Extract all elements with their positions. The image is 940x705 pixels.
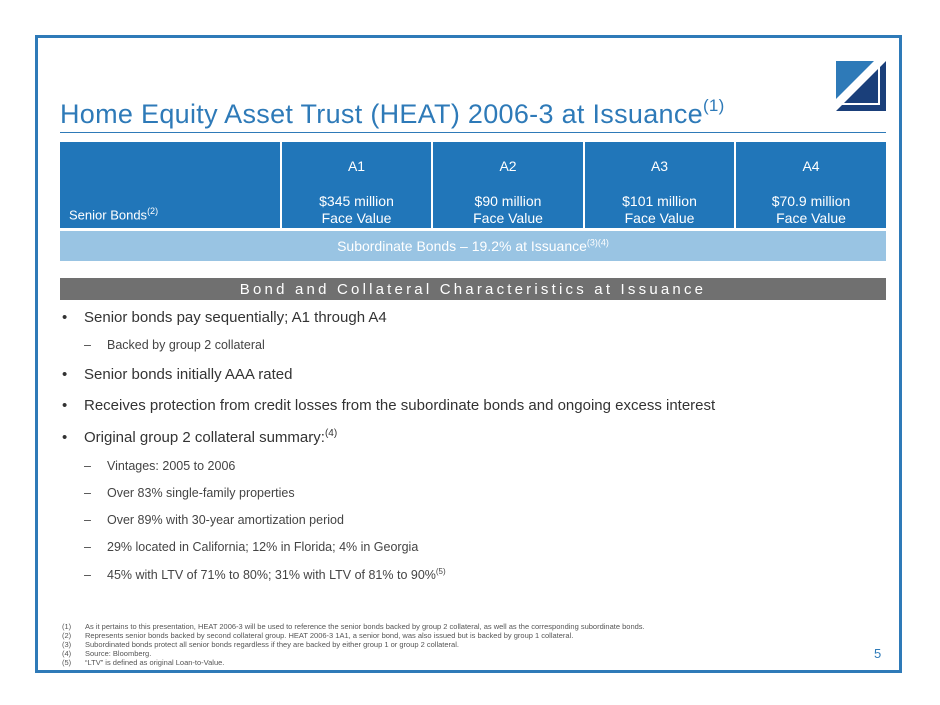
sub-bullet-vintages: – Vintages: 2005 to 2006 bbox=[84, 459, 236, 473]
bond-cell-a1 bbox=[282, 142, 431, 228]
slide-title: Home Equity Asset Trust (HEAT) 2006-3 at Issuance$^{(1)}$ bbox=[60, 96, 725, 129]
bullet-credit-protection: • Receives protection from credit losses from the subordinate bonds and ongoing excess interest bbox=[62, 397, 716, 414]
bond-amount: $345 million bbox=[319, 193, 394, 209]
subordinate-bonds-bar: Subordinate Bonds – 19.2% at Issuance$^{(3)(4)}$ bbox=[60, 231, 886, 261]
bond-amount: $70.9 million bbox=[771, 193, 851, 209]
footnote-5: (5) “LTV” is defined as original Loan-to-Value. bbox=[62, 658, 225, 667]
bond-face-label: Face Value bbox=[321, 210, 392, 226]
bond-face-label: Face Value bbox=[776, 210, 846, 226]
bullet-collateral-summary: • Original group 2 collateral summary:$^{(4)}$ bbox=[62, 428, 338, 446]
bond-amount: $101 million bbox=[622, 193, 697, 209]
page-number: 5 bbox=[874, 646, 882, 661]
bond-cell-a4 bbox=[736, 142, 886, 228]
bond-name: A2 bbox=[499, 158, 517, 174]
bond-amount: $90 million bbox=[474, 193, 542, 209]
sub-bullet-geography: – 29% located in California; 12% in Florida; 4% in Georgia bbox=[84, 540, 419, 554]
bond-face-label: Face Value bbox=[473, 210, 543, 226]
bond-cell-a2 bbox=[433, 142, 583, 228]
sub-bullet-amortization: – Over 89% with 30-year amortization period bbox=[84, 513, 344, 527]
title-footnote-ref: (1) bbox=[702, 96, 725, 115]
sub-bullet-ltv: – 45% with LTV of 71% to 80%; 31% with LTV of 81% to 90%$^{(5)}$ bbox=[84, 567, 446, 583]
company-logo-icon bbox=[836, 61, 886, 111]
senior-bonds-label: Senior Bonds$^{(2)}$ bbox=[69, 205, 159, 222]
bullet-sequential-pay: • Senior bonds pay sequentially; A1 through A4 bbox=[62, 309, 387, 326]
title-divider bbox=[60, 132, 886, 133]
footnote-2: (2) Represents senior bonds backed by second collateral group. HEAT 2006-3 1A1, a senior bond, was also issued but is backed by group 1 collateral. bbox=[62, 631, 574, 640]
senior-bonds-label-cell bbox=[60, 142, 280, 228]
bond-name: A3 bbox=[650, 158, 669, 174]
footnote-1: (1) As it pertains to this presentation, HEAT 2006-3 will be used to reference the senior bonds backed by group 2 collateral, as well as the corresponding subordinate bonds. bbox=[62, 622, 645, 631]
bond-name: A1 bbox=[347, 158, 366, 174]
sub-bullet-group2-backing: – Backed by group 2 collateral bbox=[84, 338, 265, 352]
bullet-aaa-rated: • Senior bonds initially AAA rated bbox=[62, 366, 293, 383]
footnote-3: (3) Subordinated bonds protect all senior bonds regardless if they are backed by either group 1 or group 2 collateral. bbox=[62, 640, 459, 649]
bond-face-label: Face Value bbox=[624, 210, 695, 226]
section-header: Bond and Collateral Characteristics at Issuance bbox=[60, 278, 886, 300]
bond-name: A4 bbox=[802, 158, 820, 174]
sub-bullet-single-family: – Over 83% single-family properties bbox=[84, 486, 295, 500]
footnote-4: (4) Source: Bloomberg. bbox=[62, 649, 152, 658]
bond-cell-a3 bbox=[585, 142, 734, 228]
